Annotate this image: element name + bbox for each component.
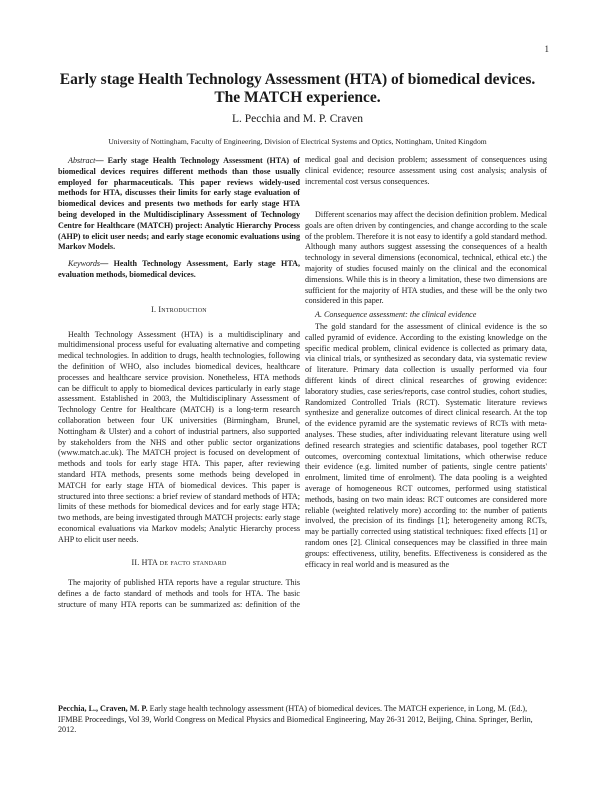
paper-title bbox=[40, 71, 555, 107]
subsection-heading-consequence-assessment: A. Consequence assessment: the clinical evidence bbox=[315, 310, 477, 320]
footnote-authors: Pecchia, L., Craven, M. P. bbox=[58, 704, 148, 713]
de-facto-paragraph-start bbox=[58, 578, 300, 609]
section-heading-introduction: I. Introduction bbox=[151, 304, 207, 314]
section-heading-hta-de-facto-standard: II. HTA de facto standard bbox=[131, 557, 227, 567]
abstract-text: — Early stage Health Technology Assessment (HTA) of biomedical devices requires different methods than those usually employed for pharmaceuticals. This paper reviews widely-used methods for HTA, discusses their limits for early stage evaluation of biomedical devices and presents two methods for early stage HTA being developed in the Multidisciplinary Assessment of Technology Centre for Healthcare (MATCH) project: Analytic Hierarchy Process (AHP) to elicit user needs; and early stage economic evaluations using Markov Models. bbox=[58, 156, 300, 252]
right-column bbox=[305, 156, 547, 570]
abstract bbox=[58, 156, 300, 253]
citation-footnote bbox=[58, 704, 548, 736]
authors: L. Pecchia and M. P. Craven bbox=[232, 113, 363, 125]
title-line-1: Early stage Health Technology Assessment (HTA) of biomedical devices. bbox=[59, 71, 536, 88]
de-facto-text-flow: medical goal and decision problem; assessment of consequences using clinical evidence; resource assessment using cost analysis; analysis of incremental cost versus consequences. bbox=[305, 156, 547, 186]
de-facto-paragraph-text: The majority of published HTA reports have a regular structure. This defines a de facto standard of methods and tools for HTA. The basic structure of many HTA reports can be summarized as: definition of the bbox=[58, 578, 300, 609]
footnote-text: Early stage health technology assessment (HTA) of biomedical devices. The MATCH experience, in Long, M. (Ed.), IFMBE Proceedings, Vol 39, World Congress on Medical Physics and Biomedical Engineering, May 26-31 2012, Beijing, China. Springer, Berlin, 2012. bbox=[58, 704, 533, 735]
de-facto-paragraph-continued bbox=[305, 156, 547, 210]
left-column bbox=[58, 156, 300, 609]
de-facto-continuation-text bbox=[305, 156, 547, 188]
keywords bbox=[58, 259, 300, 281]
title-line-2: The MATCH experience. bbox=[214, 89, 381, 106]
keywords-text: — Health Technology Assessment, Early stage HTA, evaluation methods, biomedical devices. bbox=[58, 259, 300, 279]
introduction-paragraph: Health Technology Assessment (HTA) is a multidisciplinary and multidimensional process useful for evaluating alternative and competing medical technologies. In addition to drugs, health technologies, following the definition of WHO, also includes biomedical devices, healthcare processes and healthcare service provision. Nonetheless, HTA methods can be difficult to apply to biomedical devices particularly in early stage assessment. Established in 2003, the Multidisciplinary Assessment of Technology Centre for Healthcare (MATCH) is a long-term research collaboration between four UK universities (Birmingham, Brunel, Nottingham & Ulster) and a cohort of industrial partners, also supported by stakeholders from the NHS and other public sector organizations (www.match.ac.uk). The MATCH project is focused on development of methods and tools for early stage HTA. This paper, after reviewing standard HTA methods, presents some methods being developed in MATCH for early stage HTA of biomedical devices. This paper is structured into three sections: a brief review of standard methods of HTA; limits of these methods for biomedical devices and for early stage HTA; two methods, are being investigated through MATCH projects: early stage economical evaluations via Markov models; Analytic Hierarchy process AHP to elicit user needs. bbox=[58, 329, 300, 544]
abstract-label: Abstract bbox=[68, 156, 96, 165]
page-number: 1 bbox=[544, 44, 549, 54]
clinical-evidence-paragraph: The gold standard for the assessment of clinical evidence is the so called pyramid of evidence. According to the existing knowledge on the specific medical problem, clinical evidence is collected as primary data, via clinical trials, or synthesized as secondary data, via systematic review of literature. Primary data collection is usually performed via four different kinds of direct clinical researches of growing evidence: laboratory studies, case series/reports, case control studies, cohort studies, Randomized Controlled Trials (RCT). Systematic literature reviews synthesize and generalize outcomes of direct clinical research. At the top of the evidence pyramid are the systematic reviews of RCTs with meta-analyses. These studies, after individuating relevant literature using well defined research strategies and scientific databases, pool together RCT outcomes, overcoming contextual limitations, which otherwise reduce their evidence (e.g. limited number of patients, single centre patients' enrolment, limited time of enrolment). The data pooling is a weighted average of homogeneous RCT outcomes, performed using statistical methods, basing on two main ideas: RCT outcomes are considered more reliable (weighted relatively more) according to: the number of patients involved, the precision of its findings [1]; heterogeneity among RCTs, may be partially corrected using statistical techniques: fixed effects [1] or random ones [2]. Clinical consequences may be classified in three main groups: effectiveness, utility, benefits. Effectiveness is considered as the efficacy in real world and is measured as the bbox=[305, 321, 547, 569]
affiliation: University of Nottingham, Faculty of Engineering, Division of Electrical Systems and Optics, Nottingham, United Kingdom bbox=[108, 137, 487, 146]
keywords-label: Keywords bbox=[68, 259, 101, 269]
scenarios-paragraph: Different scenarios may affect the decision definition problem. Medical goals are often driven by contingencies, and change according to the scale of the problem. Therefore it is not easy to identify a gold standard method. Although many authors suggest assessing the consequences of a health technology in several dimensions (economical, technical, ethical etc.) the majority of studies focused mainly on the clinical and the economical dimensions. While this is in theory a limitation, these two dimensions are sufficient for the majority of HTA studies, and these will be the only two considered in this paper. bbox=[305, 210, 547, 306]
